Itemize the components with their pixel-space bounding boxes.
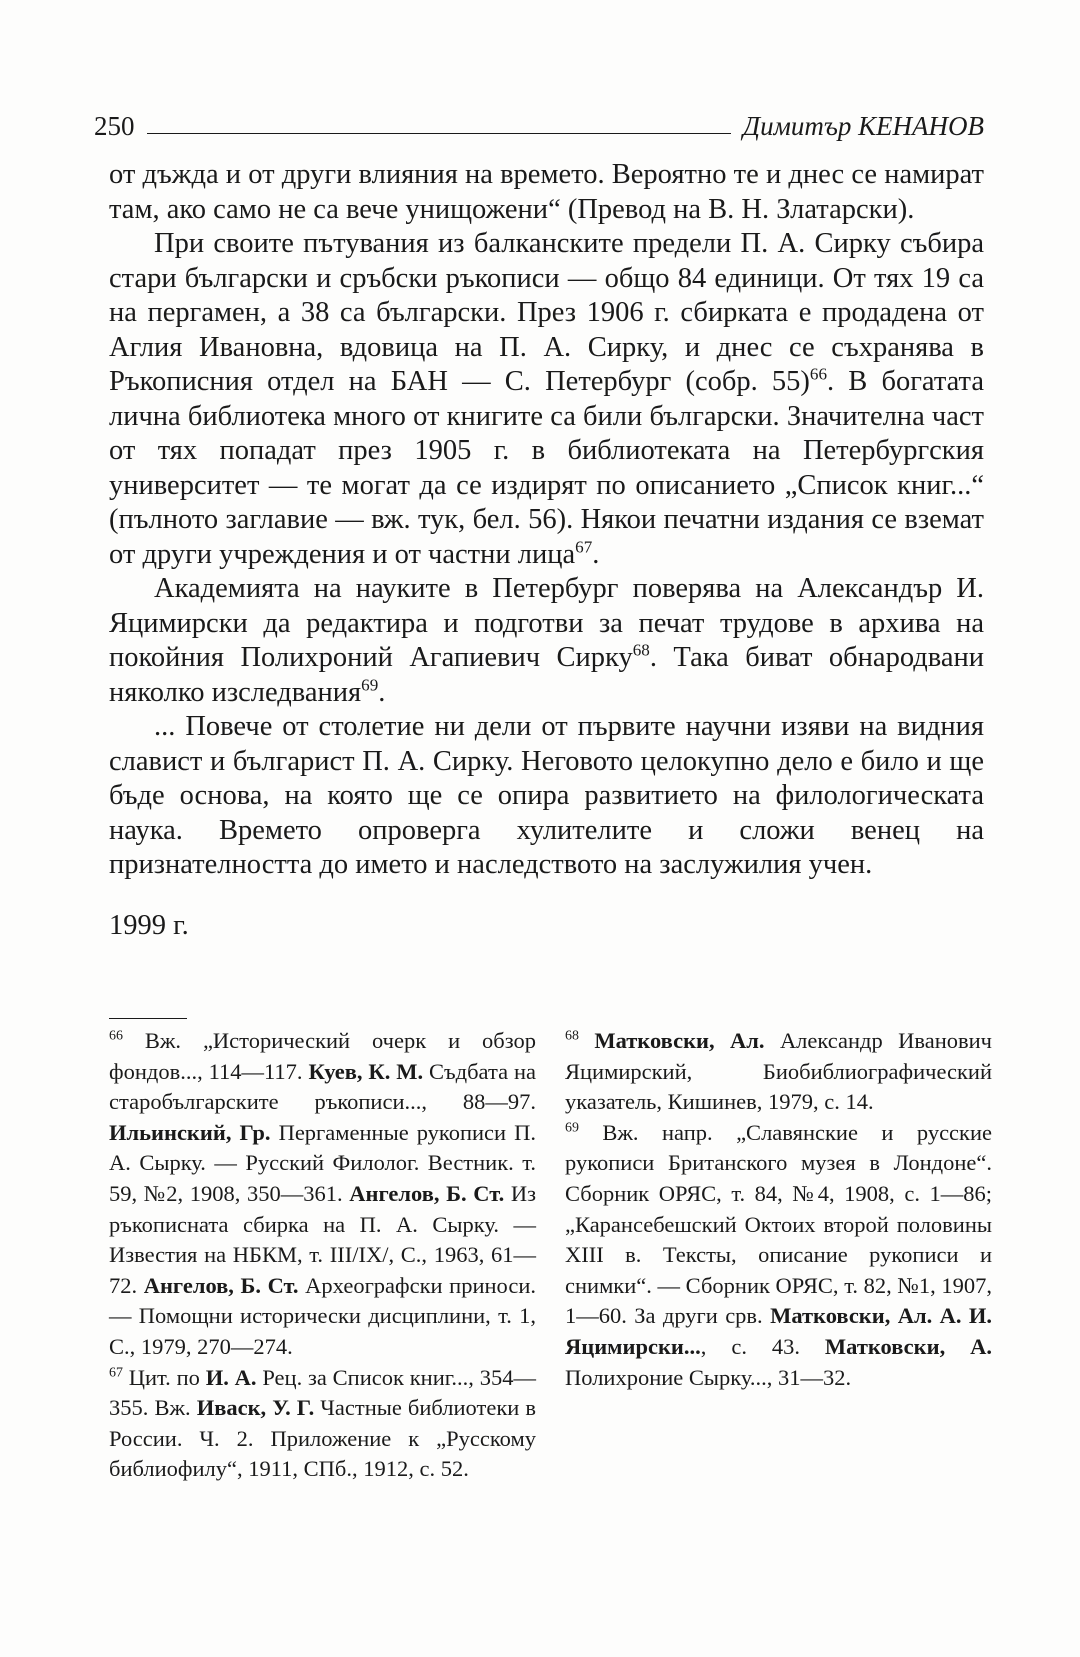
footnote-66-author-1: Куев, К. М. xyxy=(308,1058,424,1084)
footnote-69-author-2: Матковски, А. xyxy=(824,1333,992,1359)
footnote-69-text-2: , с. 43. xyxy=(700,1333,825,1359)
footnotes-left-column xyxy=(109,1026,536,1485)
footnote-68 xyxy=(565,1026,992,1118)
footnote-ref-66: 66 xyxy=(809,364,827,384)
footnote-ref-67: 67 xyxy=(575,537,593,556)
footnote-66-text-3: Пергаменные рукописи П. А. Сырку. — Русский Филолог. Вестник. т. 59, №2, 1908, 350—361. xyxy=(109,1119,536,1206)
footnote-66-text-5: Археографски приноси. — Помощни исторически дисциплини, т. 1, С., 1979, 270—274. xyxy=(109,1272,536,1359)
footnote-66-text-2: Съдбата на старобългарските ръкописи..., 88—97. xyxy=(109,1058,536,1115)
header-rule xyxy=(147,133,731,134)
footnote-ref-68: 68 xyxy=(632,640,650,660)
footnote-68-text-2: Александр Иванович Яцимирский, Биобиблиографический указатель, Кишинев, 1979, с. 14. xyxy=(565,1028,992,1115)
footnote-67-author-1: И. А. xyxy=(205,1364,257,1390)
footnote-67-number: 67 xyxy=(109,1365,123,1381)
footnote-66-text-4: Из ръкописната сбирка на П. А. Сырку. — Известия на НБКМ, т. III/IX/, С., 1963, 61—72. xyxy=(109,1180,537,1298)
paragraph-3-text-c: . xyxy=(378,676,386,708)
footnote-68-author-1: Матковски, Ал. xyxy=(594,1028,765,1053)
footnote-68-number: 68 xyxy=(565,1028,579,1044)
paragraph-1: от дъжда и от други влияния на времето. Вероятно те и днес се намират там, ако само не са вече унищожени“ (Превод на В. Н. Златарски). xyxy=(109,159,984,225)
footnote-67-text-3: Частные библиотеки в России. Ч. 2. Приложение к „Русскому библиофилу“, 1911, СПб., 1912, с. 52. xyxy=(109,1395,536,1482)
date-line: 1999 г. xyxy=(109,909,189,941)
footnote-69-number: 69 xyxy=(565,1120,579,1136)
footnote-ref-69: 69 xyxy=(361,675,379,694)
footnote-66-author-4: Ангелов, Б. Ст. xyxy=(143,1272,299,1298)
footnote-66-text-1: Вж. „Исторический очерк и обзор фондов..., 114—117. xyxy=(109,1028,536,1084)
footnote-69 xyxy=(565,1118,992,1393)
footnote-69-text-3: Полихроние Сырку..., 31—32. xyxy=(565,1364,852,1390)
footnote-66-author-2: Ильинский, Гр. xyxy=(109,1119,271,1145)
footnote-66-number: 66 xyxy=(109,1028,123,1044)
footnote-69-author-1: Матковски, Ал. А. И. Яцимирски... xyxy=(565,1303,992,1359)
main-text xyxy=(109,158,984,943)
running-author: Димитър КЕНАНОВ xyxy=(742,111,984,141)
footnote-69-text-1: Вж. напр. „Славянские и русские рукописи Британского музея в Лондоне“. Сборник ОРЯС, т. 84, №4, 1908, с. 1—86; „Карансебешский Октоих второй половины XIII в. Тексты, описание рукописи и снимки“. — Сборник ОРЯС, т. 82, №1, 1907, 1—60. За други срв. xyxy=(565,1119,992,1329)
paragraph-3-text-b: . Така биват обнародвани няколко изследвания xyxy=(109,642,984,708)
paragraph-3-text-a: Академията на науките в Петербург поверява на Александър И. Яцимирски да редактира и подготви за печат трудове в архива на покойния Полихроний Агапиевич Сирку xyxy=(109,573,984,673)
paragraph-2-text-a: При своите пътувания из балканските предели П. А. Сирку събира стари български и сръбски ръкописи — общо 84 единици. От тях 19 са на пергамен, а 38 са български. През 1906 г. сбирката е продадена от Аглия Ивановна, вдовица на П. А. Сирку, и днес се съхранява в Ръкописния отдел на БАН — С. Петербург (собр. 55) xyxy=(109,228,984,397)
paragraph-2-text-c: . xyxy=(592,538,600,570)
footnote-67-text-1: Цит. по xyxy=(122,1364,206,1390)
footnote-67-author-2: Иваск, У. Г. xyxy=(196,1395,315,1421)
footnote-66 xyxy=(109,1026,536,1363)
paragraph-2-text-b: . В богатата лична библиотека много от книгите са били български. Значителна част от тях попадат през 1905 г. в библиотеката на Петербургския университет — те могат да се издирят по описанието „Список книг...“ (пълното заглавие — вж. тук, бел. 56). Някои печатни издания се вземат от други учреждения и от частни лица xyxy=(109,366,984,570)
footnote-68-text-1 xyxy=(579,1028,594,1053)
footnotes-right-column xyxy=(565,1026,992,1393)
paragraph-4: ... Повече от столетие ни дели от първите научни изяви на видния славист и българист П. А. Сирку. Неговото целокупно дело е било и ще бъде основа, на която ще се опира развитието на филологическата наука. Времето опроверга хулителите и сложи венец на признателността до името и наследството на заслужилия учен. xyxy=(109,711,984,880)
footnote-67 xyxy=(109,1363,536,1485)
page-number: 250 xyxy=(94,111,135,141)
footnote-67-text-2: Рец. за Список книг..., 354—355. Вж. xyxy=(109,1364,536,1421)
footnote-66-author-3: Ангелов, Б. Ст. xyxy=(349,1180,505,1206)
paragraph-2 xyxy=(109,227,984,572)
footnote-separator xyxy=(109,1018,187,1019)
running-header xyxy=(94,100,984,140)
paragraph-3 xyxy=(109,572,984,710)
